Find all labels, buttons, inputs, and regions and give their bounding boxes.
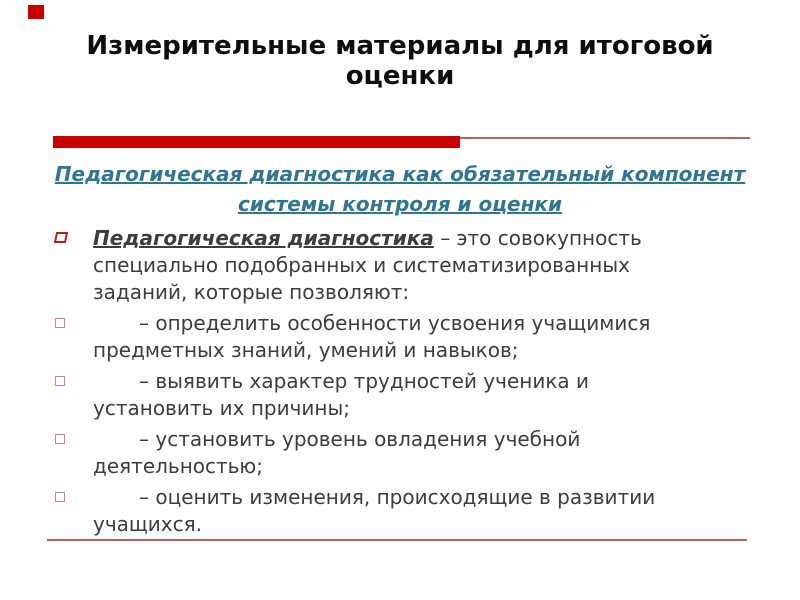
bottom-divider-line: [47, 539, 747, 541]
square-bullet-icon: [55, 492, 65, 502]
text-line: – оценить изменения, происходящие в развитии: [139, 485, 656, 509]
bullet-1-rest: – это совокупность: [433, 226, 642, 250]
text-line: – установить уровень овладения учебной: [139, 427, 581, 451]
text-line: предметных знаний, умений и навыков;: [93, 338, 519, 362]
bullet-item-2: [53, 310, 753, 364]
bullet-item-3: [53, 368, 753, 422]
text-line: специально подобранных и систематизированных: [93, 253, 630, 277]
slide-title: [20, 31, 780, 91]
text-line: – определить особенности усвоения учащимися: [139, 311, 651, 335]
square-bullet-icon: [55, 376, 65, 386]
text-line: учащихся.: [93, 512, 202, 536]
text-line: деятельностью;: [93, 454, 264, 478]
square-bullet-icon: [54, 232, 68, 243]
slide-title-line-2: оценки: [345, 61, 455, 91]
thick-accent-bar: [53, 136, 460, 148]
square-bullet-icon: [55, 318, 65, 328]
bullet-item-4: [53, 426, 753, 480]
slide-title-line-1: Измерительные материалы для итоговой: [86, 31, 714, 61]
text-line: заданий, которые позволяют:: [93, 280, 410, 304]
bullet-list: [53, 225, 753, 542]
square-bullet-icon: [55, 434, 65, 444]
text-line: [93, 225, 753, 252]
subtitle-line-1: Педагогическая диагностика как обязательный компонент: [54, 162, 746, 186]
text-line: установить их причины;: [93, 396, 351, 420]
corner-accent-square: [28, 5, 44, 19]
slide-subtitle: [30, 159, 770, 219]
bullet-1-lead: Педагогическая диагностика: [93, 226, 434, 250]
bullet-item-5: [53, 484, 753, 538]
subtitle-line-2: системы контроля и оценки: [237, 192, 563, 216]
bullet-item-1: [53, 225, 753, 306]
text-line: – выявить характер трудностей ученика и: [139, 369, 590, 393]
